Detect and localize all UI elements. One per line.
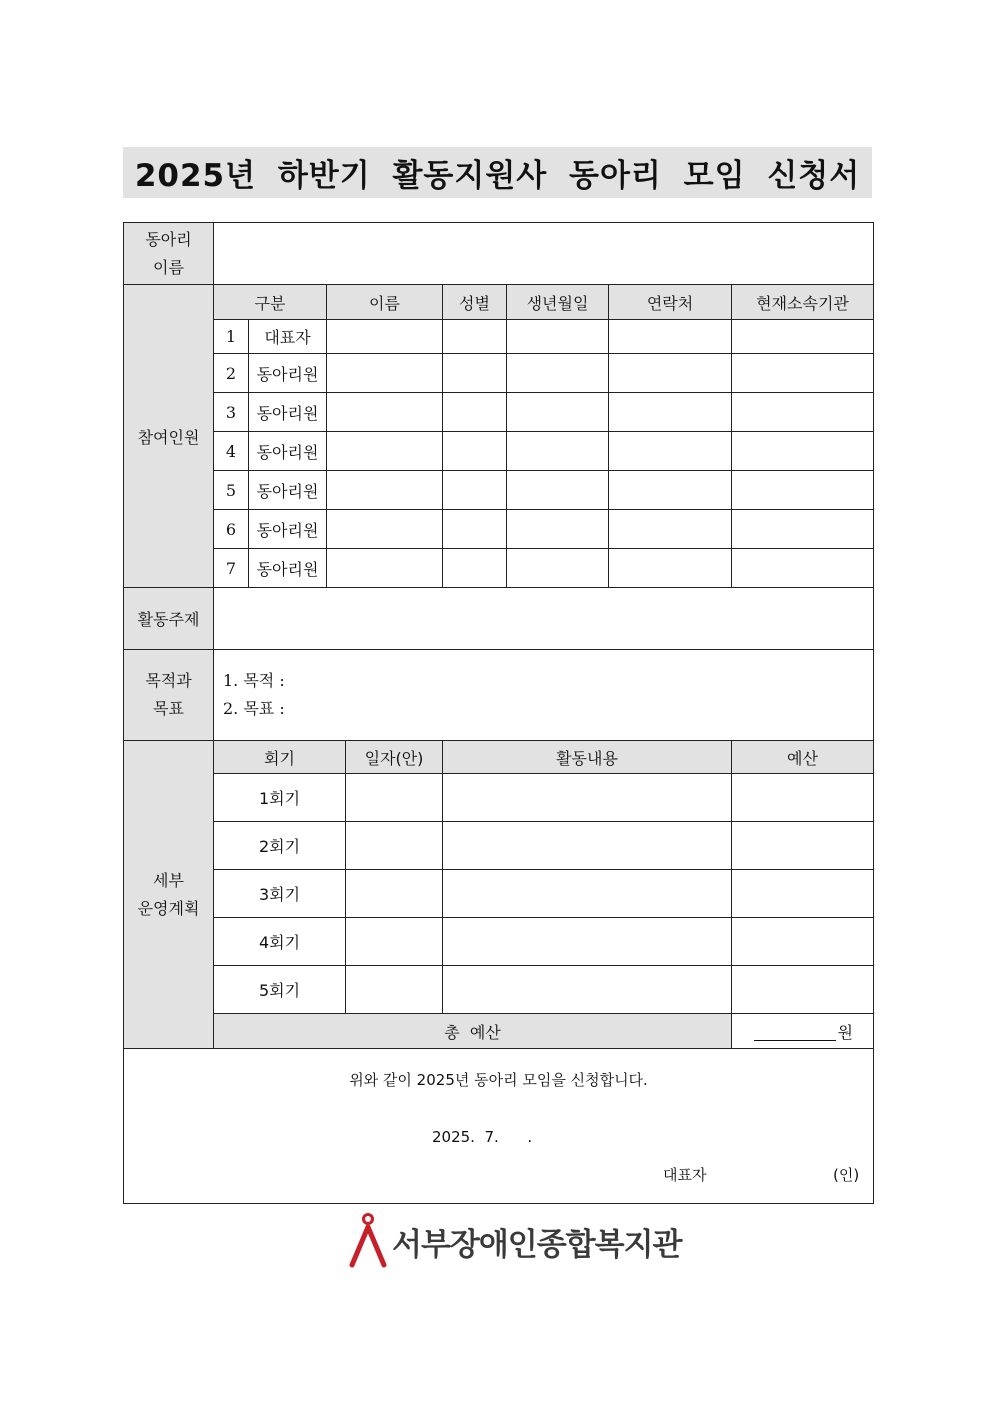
budget-cell[interactable]	[732, 774, 874, 822]
table-row	[124, 510, 874, 549]
header-gender: 성별	[443, 285, 507, 320]
session-label: 1회기	[214, 774, 346, 822]
table-row	[124, 966, 874, 1014]
club-name-field[interactable]	[214, 223, 874, 285]
activity-cell[interactable]	[443, 774, 732, 822]
contact-cell[interactable]	[609, 432, 732, 471]
activity-cell[interactable]	[443, 822, 732, 870]
name-cell[interactable]	[327, 510, 443, 549]
title-banner	[123, 147, 872, 198]
birthdate-cell[interactable]	[507, 354, 609, 393]
session-label: 3회기	[214, 870, 346, 918]
budget-cell[interactable]	[732, 822, 874, 870]
affiliation-cell[interactable]	[732, 549, 874, 588]
birthdate-cell[interactable]	[507, 549, 609, 588]
row-role: 동아리원	[249, 510, 327, 549]
table-row	[124, 870, 874, 918]
date-cell[interactable]	[346, 822, 443, 870]
birthdate-cell[interactable]	[507, 471, 609, 510]
session-label: 5회기	[214, 966, 346, 1014]
gender-cell[interactable]	[443, 432, 507, 471]
birthdate-cell[interactable]	[507, 320, 609, 354]
header-budget: 예산	[732, 741, 874, 774]
date-cell[interactable]	[346, 774, 443, 822]
header-date: 일자(안)	[346, 741, 443, 774]
total-budget-field[interactable]	[732, 1014, 874, 1049]
gender-cell[interactable]	[443, 393, 507, 432]
contact-cell[interactable]	[609, 320, 732, 354]
organization-logo	[348, 1213, 681, 1269]
total-budget-label: 총 예산	[214, 1014, 732, 1049]
row-number: 5	[214, 471, 249, 510]
activity-cell[interactable]	[443, 918, 732, 966]
table-row	[124, 471, 874, 510]
declaration-statement: 위와 같이 2025년 동아리 모임을 신청합니다.	[349, 1071, 648, 1089]
name-cell[interactable]	[327, 471, 443, 510]
row-number: 6	[214, 510, 249, 549]
header-category: 구분	[214, 285, 327, 320]
header-session: 회기	[214, 741, 346, 774]
header-contact: 연락처	[609, 285, 732, 320]
date-cell[interactable]	[346, 966, 443, 1014]
table-row	[124, 354, 874, 393]
logo-person-icon	[348, 1213, 388, 1269]
name-cell[interactable]	[327, 432, 443, 471]
goals-label: 목적과 목표	[124, 650, 214, 741]
row-role: 동아리원	[249, 393, 327, 432]
contact-cell[interactable]	[609, 549, 732, 588]
club-name-label: 동아리 이름	[124, 223, 214, 285]
birthdate-cell[interactable]	[507, 393, 609, 432]
row-role: 동아리원	[249, 354, 327, 393]
row-number: 7	[214, 549, 249, 588]
row-number: 2	[214, 354, 249, 393]
budget-cell[interactable]	[732, 870, 874, 918]
header-affiliation: 현재소속기관	[732, 285, 874, 320]
affiliation-cell[interactable]	[732, 354, 874, 393]
participants-label: 참여인원	[124, 285, 214, 588]
affiliation-cell[interactable]	[732, 471, 874, 510]
row-role: 동아리원	[249, 432, 327, 471]
budget-cell[interactable]	[732, 918, 874, 966]
table-row	[124, 822, 874, 870]
table-row	[124, 774, 874, 822]
declaration-date: 2025. 7. .	[432, 1128, 533, 1146]
organization-name: 서부장애인종합복지관	[392, 1226, 682, 1263]
gender-cell[interactable]	[443, 320, 507, 354]
activity-cell[interactable]	[443, 966, 732, 1014]
contact-cell[interactable]	[609, 354, 732, 393]
row-number: 3	[214, 393, 249, 432]
birthdate-cell[interactable]	[507, 510, 609, 549]
row-role: 동아리원	[249, 471, 327, 510]
affiliation-cell[interactable]	[732, 432, 874, 471]
name-cell[interactable]	[327, 354, 443, 393]
contact-cell[interactable]	[609, 393, 732, 432]
name-cell[interactable]	[327, 320, 443, 354]
row-number: 1	[214, 320, 249, 354]
activity-cell[interactable]	[443, 870, 732, 918]
topic-label: 활동주제	[124, 588, 214, 650]
name-cell[interactable]	[327, 393, 443, 432]
objective-line: 2. 목표 :	[223, 699, 285, 718]
gender-cell[interactable]	[443, 471, 507, 510]
table-row	[124, 918, 874, 966]
table-row	[124, 393, 874, 432]
row-role: 대표자	[249, 320, 327, 354]
won-unit: 원	[837, 1022, 853, 1042]
declaration-section	[124, 1049, 874, 1204]
gender-cell[interactable]	[443, 510, 507, 549]
birthdate-cell[interactable]	[507, 432, 609, 471]
header-activity: 활동내용	[443, 741, 732, 774]
contact-cell[interactable]	[609, 510, 732, 549]
application-form-table	[123, 222, 874, 1204]
session-label: 4회기	[214, 918, 346, 966]
budget-cell[interactable]	[732, 966, 874, 1014]
contact-cell[interactable]	[609, 471, 732, 510]
table-row	[124, 432, 874, 471]
date-cell[interactable]	[346, 918, 443, 966]
representative-label: 대표자	[663, 1166, 707, 1184]
gender-cell[interactable]	[443, 549, 507, 588]
table-row	[124, 320, 874, 354]
row-number: 4	[214, 432, 249, 471]
name-cell[interactable]	[327, 549, 443, 588]
header-birthdate: 생년월일	[507, 285, 609, 320]
date-cell[interactable]	[346, 870, 443, 918]
purpose-line: 1. 목적 :	[223, 671, 285, 690]
table-row	[124, 549, 874, 588]
page-title: 2025년 하반기 활동지원사 동아리 모임 신청서	[134, 158, 861, 194]
header-name: 이름	[327, 285, 443, 320]
topic-field[interactable]	[214, 588, 874, 650]
gender-cell[interactable]	[443, 354, 507, 393]
affiliation-cell[interactable]	[732, 393, 874, 432]
affiliation-cell[interactable]	[732, 320, 874, 354]
affiliation-cell[interactable]	[732, 510, 874, 549]
total-budget-blank[interactable]	[754, 1026, 836, 1041]
session-label: 2회기	[214, 822, 346, 870]
row-role: 동아리원	[249, 549, 327, 588]
plan-label: 세부 운영계획	[124, 741, 214, 1049]
goals-field[interactable]	[214, 650, 874, 741]
seal-mark[interactable]: (인)	[833, 1166, 860, 1184]
